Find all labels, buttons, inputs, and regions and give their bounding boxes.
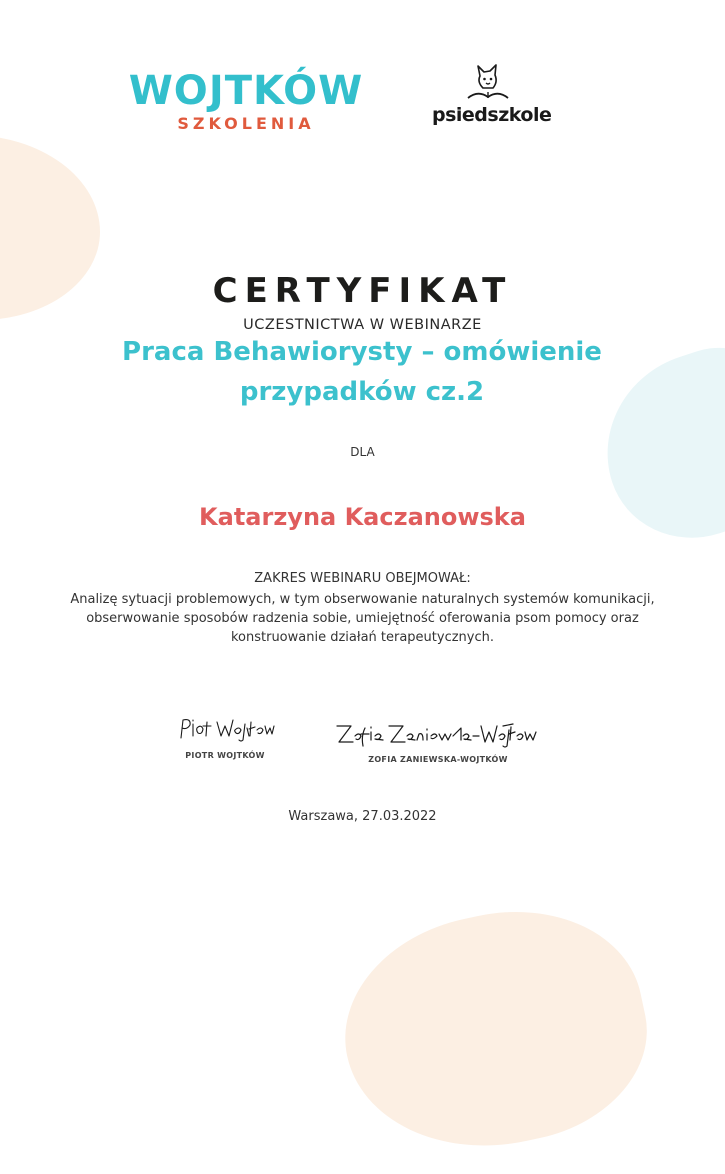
psiedszkole-logo — [432, 62, 552, 126]
decorative-blob-bottom — [324, 886, 665, 1173]
wojtkow-szkolenia-logo — [128, 68, 364, 134]
recipient-name: Katarzyna Kaczanowska — [199, 503, 526, 531]
place-and-date: Warszawa, 27.03.2022 — [288, 809, 437, 824]
signatory-name-zofia: ZOFIA ZANIEWSKA-WOJTKÓW — [368, 755, 508, 764]
logo-sub-text: SZKOLENIA — [177, 114, 315, 133]
certificate-title: CERTYFIKAT — [212, 271, 513, 311]
logo-brand-text: WOJTKÓW — [128, 68, 364, 114]
signature-block-piotr — [150, 714, 300, 762]
dog-reading-book-icon — [432, 62, 544, 104]
scope-heading: ZAKRES WEBINARU OBEJMOWAŁ: — [254, 571, 471, 586]
psiedszkole-logo-text: psiedszkole — [432, 104, 552, 126]
handwritten-signature-piotr — [150, 714, 300, 744]
course-title: Praca Behawiorysty – omówienie przypadków cz.2 — [122, 337, 602, 407]
scope-description: Analizę sytuacji problemowych, w tym obserwowanie naturalnych systemów komunikacji, obserwowanie sposobów radzenia sobie, umiejętność oferowania psom pomocy oraz konstruowanie działań terapeutycznych. — [70, 592, 655, 645]
signature-block-zofia — [318, 718, 558, 766]
handwritten-signature-zofia — [318, 718, 558, 748]
signatory-name-piotr: PIOTR WOJTKÓW — [185, 751, 265, 760]
certificate-subtitle: UCZESTNICTWA W WEBINARZE — [243, 317, 482, 333]
for-label: DLA — [350, 445, 375, 459]
